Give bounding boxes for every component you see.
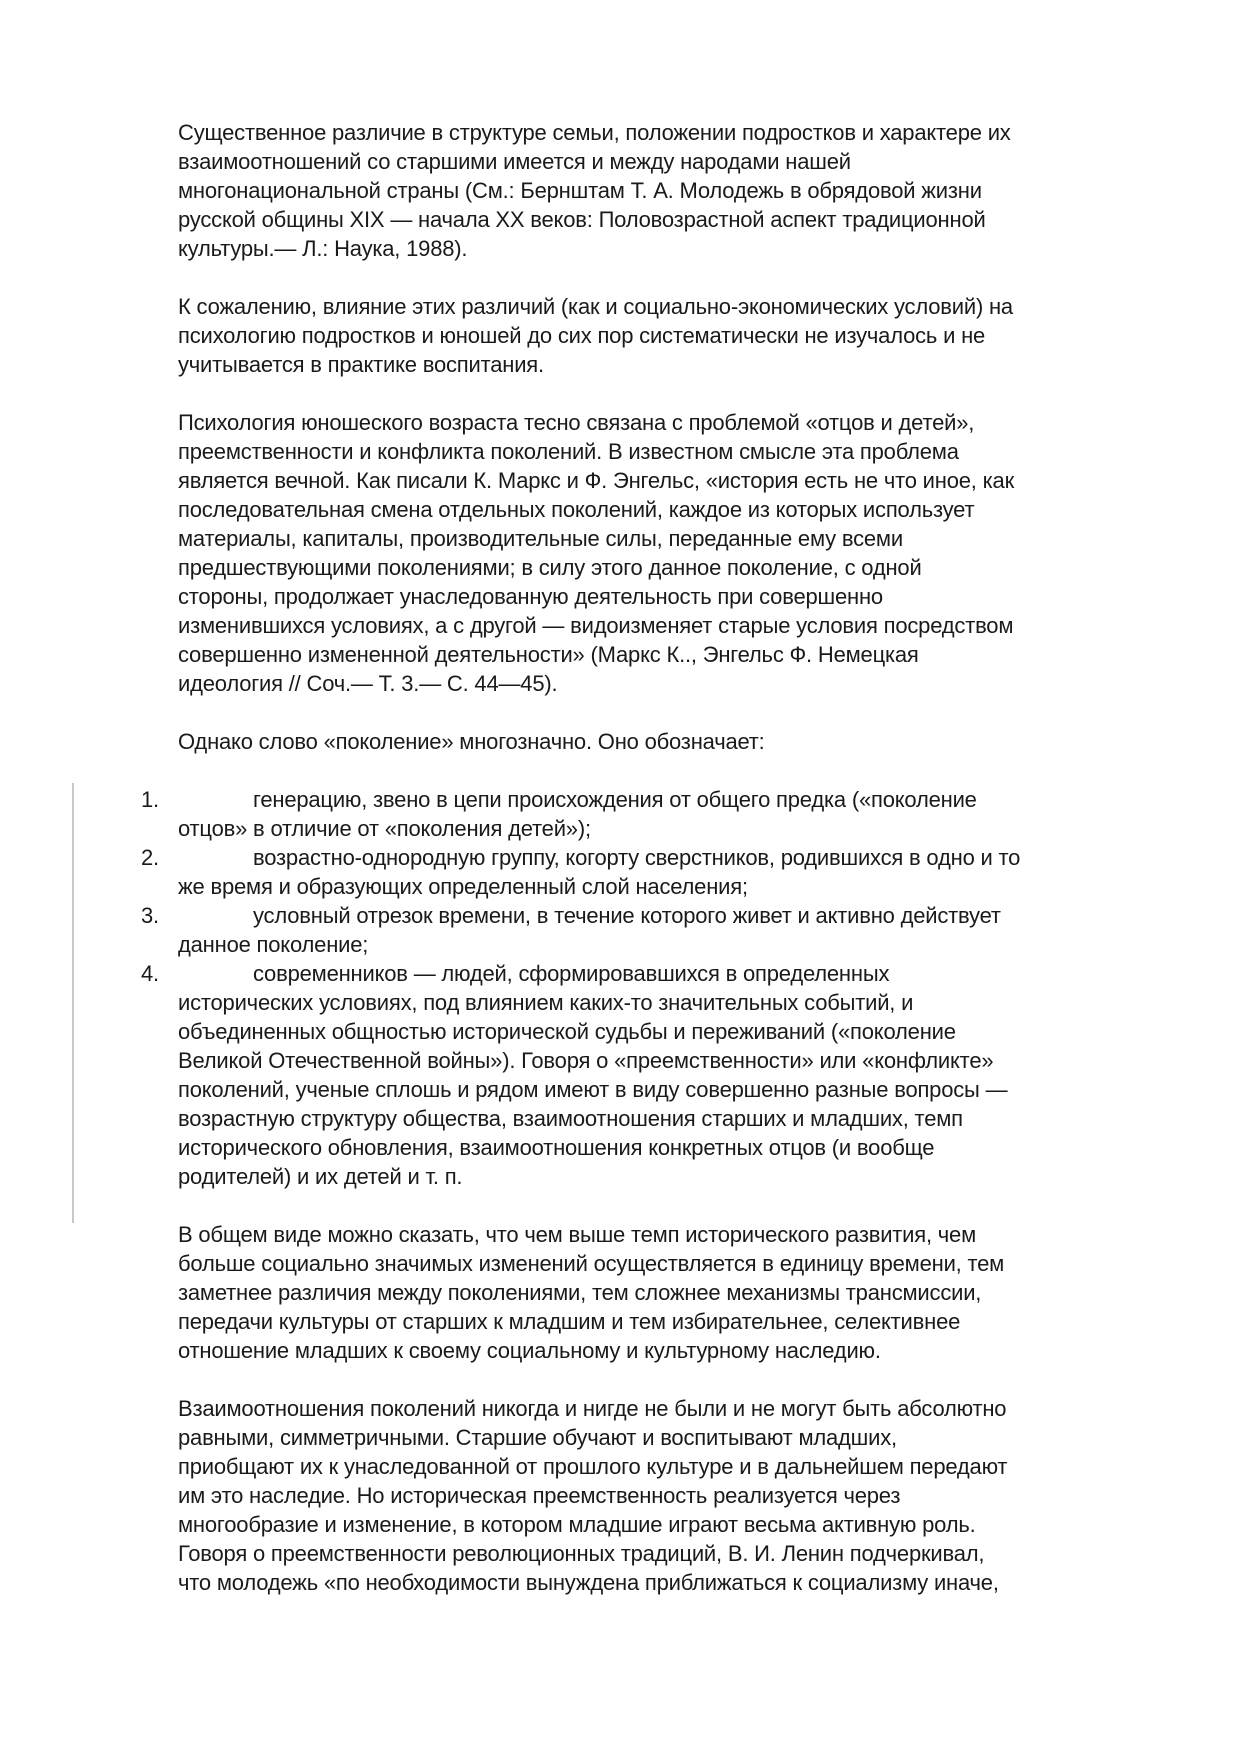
paragraph [178, 727, 1178, 756]
paragraph [178, 118, 1178, 263]
list-item [141, 843, 1178, 901]
list-number: 3. [141, 903, 159, 928]
text-line: родителей) и их детей и т. п. [178, 1164, 463, 1189]
text-line: психологию подростков и юношей до сих пор систематически не изучалось и не [178, 323, 986, 348]
text-line: многонациональной страны (См.: Бернштам Т. А. Молодежь в обрядовой жизни [178, 178, 982, 203]
text-line: К сожалению, влияние этих различий (как и социально-экономических условий) на [178, 294, 1013, 319]
text-line: возрастно-однородную группу, когорту сверстников, родившихся в одно и то [253, 845, 1021, 870]
text-line: Взаимоотношения поколений никогда и нигде не были и не могут быть абсолютно [178, 1396, 1007, 1421]
text-line: В общем виде можно сказать, что чем выше темп исторического развития, чем [178, 1222, 977, 1247]
text-line: совершенно измененной деятельности» (Маркс К.., Энгельс Ф. Немецкая [178, 642, 919, 667]
list-item [141, 901, 1178, 959]
text-line: исторических условиях, под влиянием каких-то значительных событий, и [178, 990, 914, 1015]
text-line: является вечной. Как писали К. Маркс и Ф. Энгельс, «история есть не что иное, как [178, 468, 1014, 493]
text-line: равными, симметричными. Старшие обучают и воспитывают младших, [178, 1425, 897, 1450]
text-line: отношение младших к своему социальному и культурному наследию. [178, 1338, 881, 1363]
paragraph [178, 1394, 1178, 1597]
text-line: Существенное различие в структуре семьи, положении подростков и характере их [178, 120, 1011, 145]
text-line: Великой Отечественной войны»). Говоря о «преемственности» или «конфликте» [178, 1048, 994, 1073]
text-line: поколений, ученые сплошь и рядом имеют в виду совершенно разные вопросы — [178, 1077, 1008, 1102]
text-line: Психология юношеского возраста тесно связана с проблемой «отцов и детей», [178, 410, 975, 435]
text-line: генерацию, звено в цепи происхождения от общего предка («поколение [253, 787, 977, 812]
text-line: отцов» в отличие от «поколения детей»); [178, 816, 591, 841]
text-line: заметнее различия между поколениями, тем сложнее механизмы трансмиссии, [178, 1280, 982, 1305]
text-line: Говоря о преемственности революционных традиций, В. И. Ленин подчеркивал, [178, 1541, 985, 1566]
paragraph [178, 292, 1178, 379]
text-line: преемственности и конфликта поколений. В известном смысле эта проблема [178, 439, 959, 464]
list-item [141, 959, 1178, 1191]
paragraphs-before [178, 118, 1178, 756]
text-line: объединенных общностью исторической судьбы и переживаний («поколение [178, 1019, 956, 1044]
list-number: 2. [141, 845, 159, 870]
text-line: возрастную структуру общества, взаимоотношения старших и младших, темп [178, 1106, 963, 1131]
text-line: стороны, продолжает унаследованную деятельность при совершенно [178, 584, 883, 609]
paragraphs-after [178, 1220, 1178, 1597]
text-line: последовательная смена отдельных поколений, каждое из которых использует [178, 497, 975, 522]
list-number: 1. [141, 787, 159, 812]
text-line: Однако слово «поколение» многозначно. Оно обозначает: [178, 729, 765, 754]
text-line: русской общины XIX — начала XX веков: Половозрастной аспект традиционной [178, 207, 986, 232]
paragraph [178, 1220, 1178, 1365]
text-line: условный отрезок времени, в течение которого живет и активно действует [253, 903, 1001, 928]
list-number: 4. [141, 961, 159, 986]
numbered-list [141, 785, 1178, 1191]
text-line: данное поколение; [178, 932, 369, 957]
text-line: что молодежь «по необходимости вынуждена приближаться к социализму иначе, [178, 1570, 999, 1595]
paragraph [178, 408, 1178, 698]
text-line: взаимоотношений со старшими имеется и между народами нашей [178, 149, 851, 174]
document-page [141, 118, 1178, 1626]
text-line: предшествующими поколениями; в силу этого данное поколение, с одной [178, 555, 922, 580]
text-line: идеология // Соч.— Т. 3.— С. 44—45). [178, 671, 558, 696]
text-line: многообразие и изменение, в котором младшие играют весьма активную роль. [178, 1512, 976, 1537]
text-line: приобщают их к унаследованной от прошлого культуре и в дальнейшем передают [178, 1454, 1008, 1479]
text-line: им это наследие. Но историческая преемственность реализуется через [178, 1483, 901, 1508]
text-line: современников — людей, сформировавшихся в определенных [253, 961, 890, 986]
list-item [141, 785, 1178, 843]
text-line: материалы, капиталы, производительные силы, переданные ему всеми [178, 526, 903, 551]
text-line: же время и образующих определенный слой населения; [178, 874, 748, 899]
text-line: учитывается в практике воспитания. [178, 352, 544, 377]
text-line: культуры.— Л.: Наука, 1988). [178, 236, 468, 261]
text-line: больше социально значимых изменений осуществляется в единицу времени, тем [178, 1251, 1005, 1276]
text-line: изменившихся условиях, а с другой — видоизменяет старые условия посредством [178, 613, 1014, 638]
text-line: передачи культуры от старших к младшим и тем избирательнее, селективнее [178, 1309, 961, 1334]
change-bar [72, 783, 74, 1223]
text-line: исторического обновления, взаимоотношения конкретных отцов (и вообще [178, 1135, 935, 1160]
